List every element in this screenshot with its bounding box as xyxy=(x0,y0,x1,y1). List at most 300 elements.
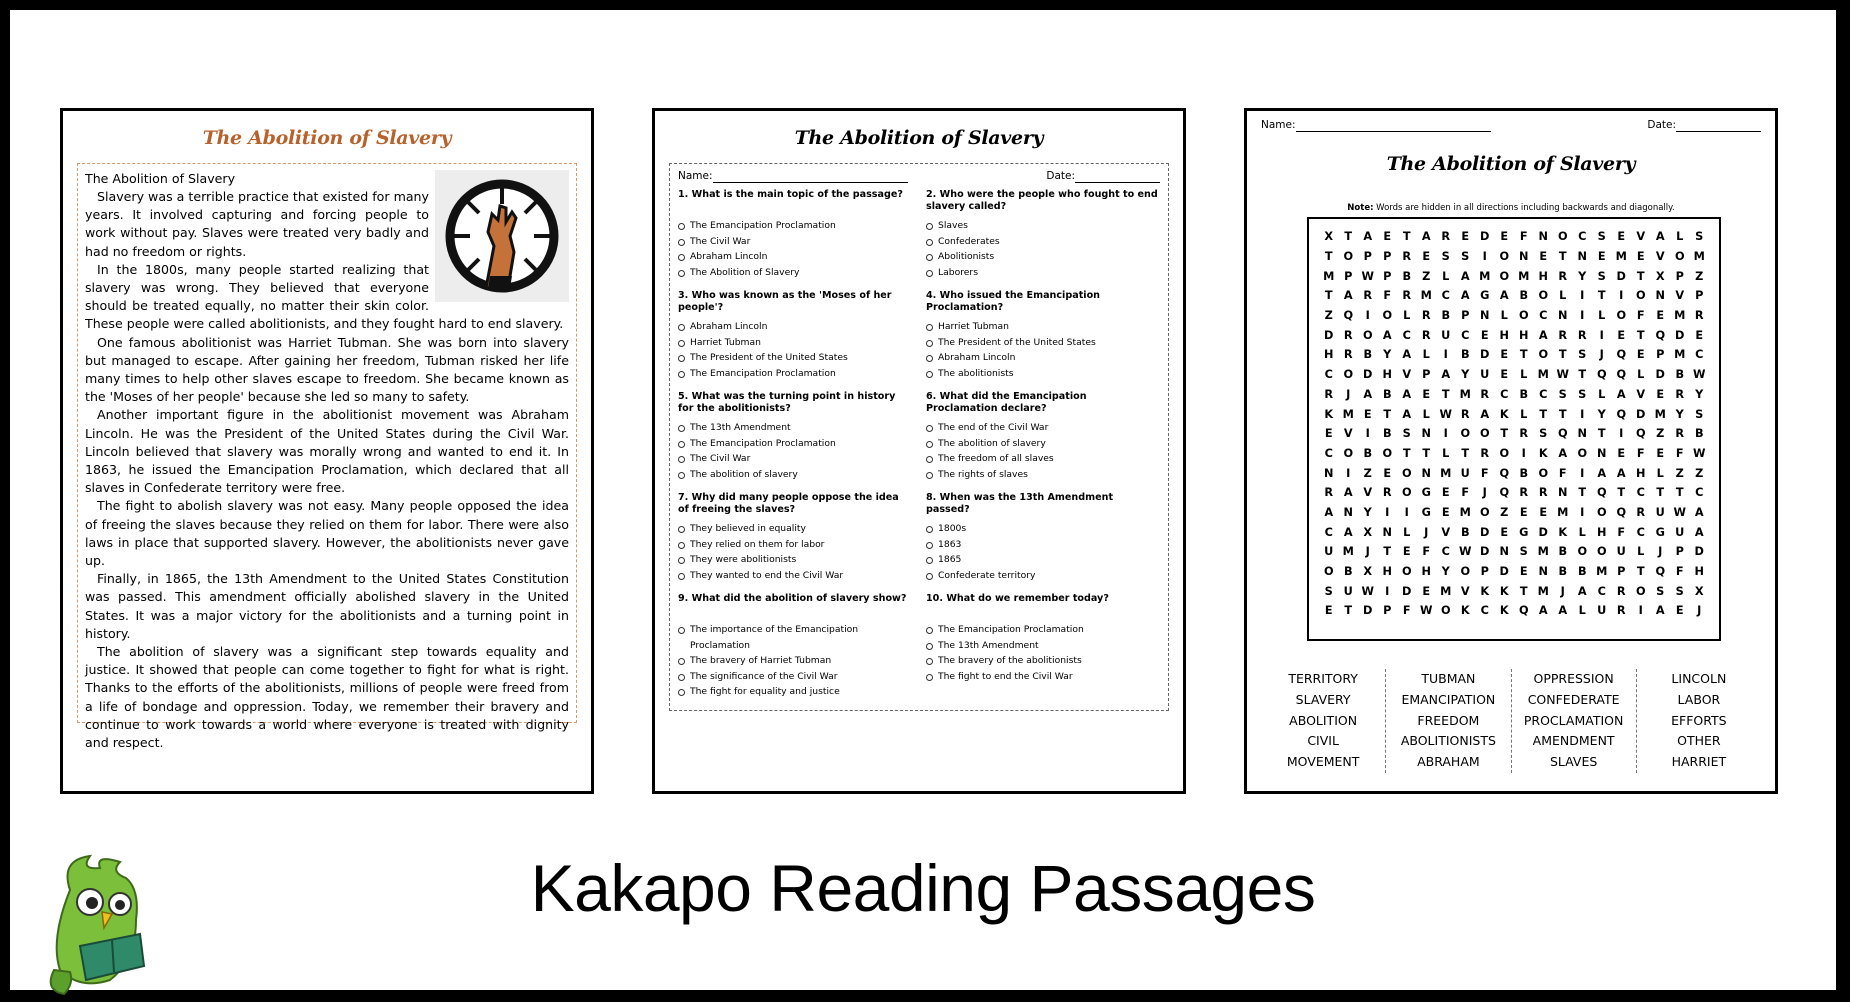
grid-letter[interactable]: T xyxy=(1422,446,1431,460)
grid-letter[interactable]: R xyxy=(1402,289,1412,303)
grid-letter[interactable]: O xyxy=(1499,250,1510,264)
grid-letter[interactable]: F xyxy=(1461,486,1470,500)
grid-letter[interactable]: C xyxy=(1695,348,1704,362)
grid-letter[interactable]: B xyxy=(1363,446,1373,460)
grid-letter[interactable]: B xyxy=(1694,427,1704,441)
grid-letter[interactable]: T xyxy=(1558,250,1567,264)
grid-letter[interactable]: A xyxy=(1538,604,1548,618)
grid-letter[interactable]: D xyxy=(1538,525,1548,539)
grid-letter[interactable]: L xyxy=(1442,269,1450,283)
grid-letter[interactable]: N xyxy=(1421,466,1431,480)
grid-letter[interactable]: I xyxy=(1346,466,1351,480)
grid-letter[interactable]: S xyxy=(1597,230,1606,244)
answer-option[interactable]: The significance of the Civil War xyxy=(678,669,912,685)
grid-letter[interactable]: Q xyxy=(1343,309,1354,323)
grid-letter[interactable]: F xyxy=(1675,565,1684,579)
answer-option[interactable]: The President of the United States xyxy=(678,350,912,366)
grid-letter[interactable]: U xyxy=(1343,584,1353,598)
grid-letter[interactable]: C xyxy=(1500,387,1509,401)
grid-letter[interactable]: E xyxy=(1519,505,1528,519)
grid-letter[interactable]: G xyxy=(1519,525,1529,539)
grid-letter[interactable]: T xyxy=(1558,407,1567,421)
answer-option[interactable]: The 13th Amendment xyxy=(678,420,912,436)
answer-option[interactable]: The 13th Amendment xyxy=(926,638,1160,654)
grid-letter[interactable]: M xyxy=(1459,387,1471,401)
grid-letter[interactable]: I xyxy=(1580,505,1585,519)
grid-letter[interactable]: O xyxy=(1538,348,1549,362)
grid-letter[interactable]: H xyxy=(1382,565,1392,579)
grid-letter[interactable]: I xyxy=(1521,446,1526,460)
grid-letter[interactable]: B xyxy=(1441,309,1451,323)
grid-letter[interactable]: H xyxy=(1636,466,1646,480)
grid-letter[interactable]: T xyxy=(1324,250,1333,264)
grid-letter[interactable]: A xyxy=(1324,505,1334,519)
grid-letter[interactable]: T xyxy=(1636,565,1645,579)
grid-letter[interactable]: A xyxy=(1597,466,1607,480)
grid-letter[interactable]: N xyxy=(1597,446,1607,460)
answer-option[interactable]: Abolitionists xyxy=(926,249,1160,265)
grid-letter[interactable]: P xyxy=(1344,269,1353,283)
grid-letter[interactable]: O xyxy=(1577,446,1588,460)
grid-letter[interactable]: R xyxy=(1460,407,1470,421)
grid-letter[interactable]: W xyxy=(1693,368,1706,382)
grid-letter[interactable]: O xyxy=(1635,289,1646,303)
grid-letter[interactable]: L xyxy=(1676,230,1684,244)
grid-letter[interactable]: O xyxy=(1460,427,1471,441)
grid-letter[interactable]: B xyxy=(1363,348,1373,362)
grid-letter[interactable]: A xyxy=(1343,525,1353,539)
grid-letter[interactable]: J xyxy=(1346,387,1351,401)
grid-letter[interactable]: I xyxy=(1385,584,1390,598)
grid-letter[interactable]: L xyxy=(1578,525,1586,539)
grid-letter[interactable]: I xyxy=(1365,427,1370,441)
grid-letter[interactable]: P xyxy=(1675,269,1684,283)
grid-letter[interactable]: E xyxy=(1656,309,1665,323)
grid-letter[interactable]: V xyxy=(1636,230,1646,244)
grid-letter[interactable]: F xyxy=(1383,289,1392,303)
grid-letter[interactable]: I xyxy=(1638,604,1643,618)
grid-letter[interactable]: O xyxy=(1518,309,1529,323)
grid-letter[interactable]: L xyxy=(1403,525,1411,539)
grid-letter[interactable]: E xyxy=(1422,584,1431,598)
grid-letter[interactable]: Y xyxy=(1363,505,1372,519)
grid-letter[interactable]: H xyxy=(1597,525,1607,539)
grid-letter[interactable]: I xyxy=(1404,505,1409,519)
grid-letter[interactable]: S xyxy=(1695,230,1704,244)
grid-letter[interactable]: T xyxy=(1402,230,1411,244)
grid-letter[interactable]: C xyxy=(1324,368,1333,382)
grid-letter[interactable]: Z xyxy=(1422,269,1431,283)
grid-letter[interactable]: M xyxy=(1596,565,1608,579)
grid-letter[interactable]: I xyxy=(1580,289,1585,303)
grid-letter[interactable]: M xyxy=(1342,407,1354,421)
grid-letter[interactable]: T xyxy=(1383,407,1392,421)
grid-letter[interactable]: E xyxy=(1539,250,1548,264)
answer-option[interactable]: Abraham Lincoln xyxy=(678,319,912,335)
grid-letter[interactable]: M xyxy=(1537,584,1549,598)
grid-letter[interactable]: U xyxy=(1675,525,1685,539)
grid-letter[interactable]: X xyxy=(1363,525,1373,539)
grid-letter[interactable]: E xyxy=(1383,466,1392,480)
grid-letter[interactable]: C xyxy=(1441,545,1450,559)
answer-option[interactable]: The bravery of Harriet Tubman xyxy=(678,653,912,669)
grid-letter[interactable]: R xyxy=(1421,328,1431,342)
grid-letter[interactable]: R xyxy=(1558,269,1568,283)
grid-letter[interactable]: A xyxy=(1402,387,1412,401)
grid-letter[interactable]: D xyxy=(1480,545,1490,559)
grid-letter[interactable]: O xyxy=(1538,466,1549,480)
grid-letter[interactable]: Z xyxy=(1656,427,1665,441)
answer-option[interactable]: They wanted to end the Civil War xyxy=(678,568,912,584)
grid-letter[interactable]: S xyxy=(1558,387,1567,401)
grid-letter[interactable]: W xyxy=(1420,604,1433,618)
grid-letter[interactable]: O xyxy=(1401,486,1412,500)
grid-letter[interactable]: P xyxy=(1461,309,1470,323)
grid-letter[interactable]: C xyxy=(1636,486,1645,500)
grid-letter[interactable]: R xyxy=(1636,505,1646,519)
answer-option[interactable]: Confederates xyxy=(926,234,1160,250)
grid-letter[interactable]: Z xyxy=(1675,466,1684,480)
grid-letter[interactable]: D xyxy=(1636,407,1646,421)
grid-letter[interactable]: X xyxy=(1363,565,1373,579)
grid-letter[interactable]: T xyxy=(1539,407,1548,421)
grid-letter[interactable]: E xyxy=(1324,604,1333,618)
grid-letter[interactable]: N xyxy=(1343,505,1353,519)
grid-letter[interactable]: G xyxy=(1480,289,1490,303)
grid-letter[interactable]: N xyxy=(1558,486,1568,500)
grid-letter[interactable]: B xyxy=(1343,565,1353,579)
grid-letter[interactable]: A xyxy=(1441,368,1451,382)
grid-letter[interactable]: M xyxy=(1674,309,1686,323)
grid-letter[interactable]: T xyxy=(1597,289,1606,303)
grid-letter[interactable]: L xyxy=(1598,387,1606,401)
grid-letter[interactable]: L xyxy=(1637,368,1645,382)
grid-letter[interactable]: J xyxy=(1482,486,1487,500)
grid-letter[interactable]: I xyxy=(1482,250,1487,264)
grid-letter[interactable]: W xyxy=(1439,407,1452,421)
grid-letter[interactable]: T xyxy=(1344,604,1353,618)
grid-letter[interactable]: H xyxy=(1324,348,1334,362)
grid-letter[interactable]: E xyxy=(1480,328,1489,342)
grid-letter[interactable]: N xyxy=(1499,545,1509,559)
grid-letter[interactable]: E xyxy=(1441,486,1450,500)
answer-option[interactable]: The abolitionists xyxy=(926,366,1160,382)
grid-letter[interactable]: D xyxy=(1402,584,1412,598)
grid-letter[interactable]: Q xyxy=(1557,427,1568,441)
grid-letter[interactable]: H xyxy=(1499,328,1509,342)
grid-letter[interactable]: E xyxy=(1441,505,1450,519)
grid-letter[interactable]: F xyxy=(1636,446,1645,460)
grid-letter[interactable]: D xyxy=(1324,328,1334,342)
grid-letter[interactable]: K xyxy=(1480,584,1490,598)
grid-letter[interactable]: O xyxy=(1538,289,1549,303)
grid-letter[interactable]: O xyxy=(1382,446,1393,460)
grid-letter[interactable]: S xyxy=(1695,407,1704,421)
grid-letter[interactable]: A xyxy=(1363,230,1373,244)
grid-letter[interactable]: C xyxy=(1480,604,1489,618)
grid-letter[interactable]: A xyxy=(1460,269,1470,283)
grid-letter[interactable]: T xyxy=(1578,486,1587,500)
grid-letter[interactable]: W xyxy=(1556,368,1569,382)
grid-letter[interactable]: I xyxy=(1385,505,1390,519)
grid-letter[interactable]: K xyxy=(1324,407,1334,421)
grid-letter[interactable]: T xyxy=(1558,348,1567,362)
answer-option[interactable]: The fight for equality and justice xyxy=(678,684,912,700)
grid-letter[interactable]: Q xyxy=(1655,328,1666,342)
answer-option[interactable]: Abraham Lincoln xyxy=(926,350,1160,366)
grid-letter[interactable]: A xyxy=(1421,230,1431,244)
grid-letter[interactable]: M xyxy=(1440,584,1452,598)
grid-letter[interactable]: K xyxy=(1558,525,1568,539)
grid-letter[interactable]: T xyxy=(1402,446,1411,460)
answer-option[interactable]: The bravery of the abolitionists xyxy=(926,653,1160,669)
grid-letter[interactable]: R xyxy=(1402,250,1412,264)
grid-letter[interactable]: G xyxy=(1421,486,1431,500)
grid-letter[interactable]: Y xyxy=(1441,565,1450,579)
grid-letter[interactable]: F xyxy=(1519,230,1528,244)
grid-letter[interactable]: P xyxy=(1383,250,1392,264)
grid-letter[interactable]: Z xyxy=(1324,309,1333,323)
grid-letter[interactable]: S xyxy=(1656,584,1665,598)
grid-letter[interactable]: L xyxy=(1442,446,1450,460)
grid-letter[interactable]: J xyxy=(1697,604,1702,618)
grid-letter[interactable]: J xyxy=(1560,584,1565,598)
grid-letter[interactable]: E xyxy=(1597,250,1606,264)
grid-letter[interactable]: M xyxy=(1420,289,1432,303)
grid-letter[interactable]: P xyxy=(1675,545,1684,559)
answer-option[interactable]: 1863 xyxy=(926,537,1160,553)
grid-letter[interactable]: B xyxy=(1519,289,1529,303)
answer-option[interactable]: The abolition of slavery xyxy=(678,467,912,483)
answer-option[interactable]: The Civil War xyxy=(678,451,912,467)
grid-letter[interactable]: S xyxy=(1519,545,1528,559)
grid-letter[interactable]: N xyxy=(1519,250,1529,264)
grid-letter[interactable]: L xyxy=(1403,309,1411,323)
grid-letter[interactable]: O xyxy=(1479,427,1490,441)
grid-letter[interactable]: L xyxy=(1520,368,1528,382)
grid-letter[interactable]: Y xyxy=(1675,407,1684,421)
grid-letter[interactable]: R xyxy=(1616,584,1626,598)
grid-letter[interactable]: V xyxy=(1675,289,1685,303)
grid-letter[interactable]: U xyxy=(1324,545,1334,559)
grid-letter[interactable]: N xyxy=(1558,309,1568,323)
answer-option[interactable]: The abolition of slavery xyxy=(926,436,1160,452)
grid-letter[interactable]: T xyxy=(1344,230,1353,244)
grid-letter[interactable]: T xyxy=(1636,328,1645,342)
grid-letter[interactable]: K xyxy=(1499,584,1509,598)
grid-letter[interactable]: O xyxy=(1401,565,1412,579)
grid-letter[interactable]: R xyxy=(1324,486,1334,500)
grid-letter[interactable]: I xyxy=(1443,348,1448,362)
grid-letter[interactable]: C xyxy=(1578,230,1587,244)
grid-letter[interactable]: R xyxy=(1421,309,1431,323)
grid-letter[interactable]: R xyxy=(1675,387,1685,401)
grid-letter[interactable]: M xyxy=(1537,545,1549,559)
answer-option[interactable]: Confederate territory xyxy=(926,568,1160,584)
grid-letter[interactable]: J xyxy=(1599,348,1604,362)
grid-letter[interactable]: A xyxy=(1363,387,1373,401)
grid-letter[interactable]: N xyxy=(1480,309,1490,323)
grid-letter[interactable]: A xyxy=(1538,328,1548,342)
grid-letter[interactable]: Z xyxy=(1695,466,1704,480)
grid-letter[interactable]: Z xyxy=(1500,505,1509,519)
grid-letter[interactable]: I xyxy=(1580,309,1585,323)
answer-option[interactable]: The Abolition of Slavery xyxy=(678,265,912,281)
grid-letter[interactable]: K xyxy=(1499,407,1509,421)
grid-letter[interactable]: T xyxy=(1500,427,1509,441)
grid-letter[interactable]: Q xyxy=(1616,407,1627,421)
grid-letter[interactable]: E xyxy=(1402,545,1411,559)
grid-letter[interactable]: T xyxy=(1383,545,1392,559)
grid-letter[interactable]: B xyxy=(1558,545,1568,559)
answer-option[interactable]: Harriet Tubman xyxy=(926,319,1160,335)
grid-letter[interactable]: Y xyxy=(1695,387,1704,401)
grid-letter[interactable]: B xyxy=(1382,387,1392,401)
grid-letter[interactable]: L xyxy=(1637,545,1645,559)
grid-letter[interactable]: E xyxy=(1363,407,1372,421)
grid-letter[interactable]: I xyxy=(1580,466,1585,480)
grid-letter[interactable]: S xyxy=(1441,250,1450,264)
grid-letter[interactable]: N xyxy=(1382,525,1392,539)
grid-letter[interactable]: R xyxy=(1616,604,1626,618)
grid-letter[interactable]: S xyxy=(1402,427,1411,441)
grid-letter[interactable]: E xyxy=(1636,348,1645,362)
grid-letter[interactable]: K xyxy=(1538,446,1548,460)
grid-letter[interactable]: O xyxy=(1499,446,1510,460)
grid-letter[interactable]: V xyxy=(1441,525,1451,539)
grid-letter[interactable]: E xyxy=(1617,328,1626,342)
grid-letter[interactable]: O xyxy=(1323,565,1334,579)
answer-option[interactable]: The importance of the Emancipation Proclamation xyxy=(678,622,912,653)
grid-letter[interactable]: S xyxy=(1539,427,1548,441)
grid-letter[interactable]: P xyxy=(1656,348,1665,362)
grid-letter[interactable]: W xyxy=(1459,545,1472,559)
grid-letter[interactable]: Q xyxy=(1518,604,1529,618)
grid-letter[interactable]: A xyxy=(1343,486,1353,500)
grid-letter[interactable]: E xyxy=(1461,230,1470,244)
grid-letter[interactable]: E xyxy=(1656,446,1665,460)
grid-letter[interactable]: F xyxy=(1617,525,1626,539)
grid-letter[interactable]: E xyxy=(1324,427,1333,441)
grid-letter[interactable]: J xyxy=(1365,545,1370,559)
grid-letter[interactable]: B xyxy=(1382,427,1392,441)
answer-option[interactable]: 1800s xyxy=(926,521,1160,537)
grid-letter[interactable]: I xyxy=(1619,427,1624,441)
grid-letter[interactable]: E xyxy=(1500,368,1509,382)
grid-letter[interactable]: I xyxy=(1580,407,1585,421)
grid-letter[interactable]: O xyxy=(1440,604,1451,618)
grid-letter[interactable]: R xyxy=(1577,328,1587,342)
grid-letter[interactable]: T xyxy=(1324,289,1333,303)
grid-letter[interactable]: T xyxy=(1675,486,1684,500)
grid-letter[interactable]: M xyxy=(1654,407,1666,421)
grid-letter[interactable]: P xyxy=(1363,250,1372,264)
grid-letter[interactable]: D xyxy=(1675,328,1685,342)
grid-letter[interactable]: O xyxy=(1557,230,1568,244)
grid-letter[interactable]: R xyxy=(1675,427,1685,441)
grid-letter[interactable]: M xyxy=(1518,269,1530,283)
grid-letter[interactable]: A xyxy=(1402,348,1412,362)
grid-letter[interactable]: C xyxy=(1695,486,1704,500)
grid-letter[interactable]: A xyxy=(1655,604,1665,618)
grid-letter[interactable]: O xyxy=(1460,565,1471,579)
grid-letter[interactable]: M xyxy=(1693,250,1705,264)
grid-letter[interactable]: N xyxy=(1577,427,1587,441)
grid-letter[interactable]: T xyxy=(1578,368,1587,382)
grid-letter[interactable]: K xyxy=(1499,604,1509,618)
grid-letter[interactable]: S xyxy=(1675,584,1684,598)
grid-letter[interactable]: H xyxy=(1694,565,1704,579)
grid-letter[interactable]: I xyxy=(1443,427,1448,441)
grid-letter[interactable]: M xyxy=(1537,368,1549,382)
grid-letter[interactable]: S xyxy=(1597,269,1606,283)
grid-letter[interactable]: O xyxy=(1479,505,1490,519)
grid-letter[interactable]: D xyxy=(1363,604,1373,618)
grid-letter[interactable]: Z xyxy=(1695,269,1704,283)
grid-letter[interactable]: A xyxy=(1558,446,1568,460)
grid-letter[interactable]: O xyxy=(1382,309,1393,323)
grid-letter[interactable]: C xyxy=(1441,289,1450,303)
grid-letter[interactable]: A xyxy=(1558,604,1568,618)
grid-letter[interactable]: Q xyxy=(1499,486,1510,500)
answer-option[interactable]: The freedom of all slaves xyxy=(926,451,1160,467)
grid-letter[interactable]: R xyxy=(1558,328,1568,342)
grid-letter[interactable]: F xyxy=(1480,466,1489,480)
grid-letter[interactable]: E xyxy=(1617,446,1626,460)
grid-letter[interactable]: T xyxy=(1519,584,1528,598)
grid-letter[interactable]: C xyxy=(1539,387,1548,401)
grid-letter[interactable]: Q xyxy=(1635,427,1646,441)
grid-letter[interactable]: R xyxy=(1480,446,1490,460)
grid-letter[interactable]: Q xyxy=(1499,466,1510,480)
grid-letter[interactable]: V xyxy=(1655,250,1665,264)
grid-letter[interactable]: B xyxy=(1519,387,1529,401)
grid-letter[interactable]: A xyxy=(1616,387,1626,401)
grid-letter[interactable]: O xyxy=(1577,545,1588,559)
grid-letter[interactable]: H xyxy=(1519,328,1529,342)
grid-letter[interactable]: R xyxy=(1519,427,1529,441)
grid-letter[interactable]: A xyxy=(1499,289,1509,303)
grid-letter[interactable]: Y xyxy=(1461,368,1470,382)
grid-letter[interactable]: E xyxy=(1656,387,1665,401)
grid-letter[interactable]: W xyxy=(1361,584,1374,598)
grid-letter[interactable]: E xyxy=(1539,505,1548,519)
grid-letter[interactable]: U xyxy=(1655,505,1665,519)
grid-letter[interactable]: G xyxy=(1421,505,1431,519)
grid-letter[interactable]: B xyxy=(1675,368,1685,382)
grid-letter[interactable]: O xyxy=(1343,368,1354,382)
grid-letter[interactable]: B xyxy=(1460,525,1470,539)
grid-letter[interactable]: A xyxy=(1616,466,1626,480)
answer-option[interactable]: They relied on them for labor xyxy=(678,537,912,553)
grid-letter[interactable]: A xyxy=(1343,289,1353,303)
grid-letter[interactable]: Y xyxy=(1578,269,1587,283)
answer-option[interactable]: The end of the Civil War xyxy=(926,420,1160,436)
grid-letter[interactable]: U xyxy=(1460,466,1470,480)
grid-letter[interactable]: R xyxy=(1324,387,1334,401)
grid-letter[interactable]: N xyxy=(1538,230,1548,244)
grid-letter[interactable]: E xyxy=(1422,387,1431,401)
grid-letter[interactable]: F xyxy=(1675,446,1684,460)
grid-letter[interactable]: M xyxy=(1615,250,1627,264)
grid-letter[interactable]: R xyxy=(1480,387,1490,401)
grid-letter[interactable]: J xyxy=(1658,545,1663,559)
grid-letter[interactable]: J xyxy=(1424,525,1429,539)
grid-letter[interactable]: S xyxy=(1578,387,1587,401)
grid-letter[interactable]: D xyxy=(1480,525,1490,539)
grid-letter[interactable]: T xyxy=(1617,486,1626,500)
grid-letter[interactable]: A xyxy=(1694,525,1704,539)
